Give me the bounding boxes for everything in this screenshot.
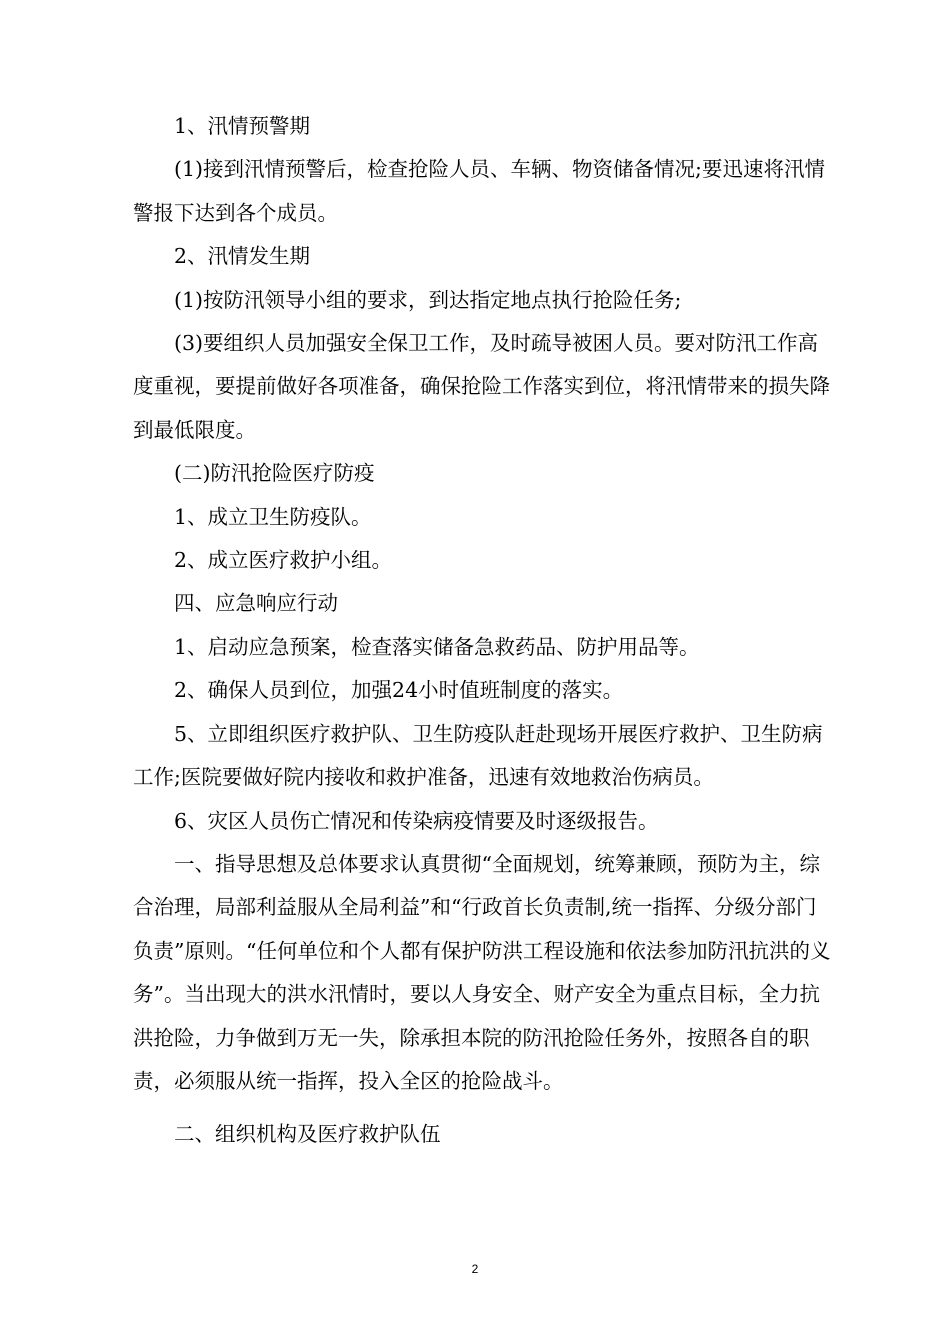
paragraph-start-emergency-plan: 1、启动应急预案，检查落实储备急救药品、防护用品等。: [174, 634, 700, 659]
paragraph-security-work: (3)要组织人员加强安全保卫工作，及时疏导被困人员。要对防汛工作高度重视，要提前做好各项准备，确保抢险工作落实到位，将汛情带来的损失降到最低限度。: [133, 331, 830, 442]
document-body: [133, 105, 833, 1157]
page-number: 2: [471, 1262, 479, 1276]
paragraph-organization-heading: 二、组织机构及医疗救护队伍: [174, 1122, 441, 1147]
paragraph-medical-rescue-group: 2、成立医疗救护小组。: [174, 548, 393, 573]
paragraph-medical-epidemic-heading: (二)防汛抢险医疗防疫: [174, 461, 375, 486]
paragraph-emergency-response-heading: 四、应急响应行动: [174, 591, 338, 616]
paragraph-24h-duty: 2、确保人员到位，加强24小时值班制度的落实。: [174, 678, 624, 703]
paragraph-report-casualties: 6、灾区人员伤亡情况和传染病疫情要及时逐级报告。: [174, 808, 659, 833]
paragraph-epidemic-team: 1、成立卫生防疫队。: [174, 504, 372, 529]
paragraph-flood-warning-period: 1、汛情预警期: [174, 114, 311, 138]
paragraph-follow-leadership: (1)按防汛领导小组的要求，到达指定地点执行抢险任务;: [174, 287, 682, 312]
paragraph-flood-occurrence-period: 2、汛情发生期: [174, 244, 311, 269]
paragraph-guiding-ideology: 一、指导思想及总体要求认真贯彻“全面规划，统筹兼顾，预防为主，综合治理，局部利益服从全局利益”和“行政首长负责制,统一指挥、分级分部门负责”原则。“任何单位和个人都有保护防洪工程设施和依法参加防汛抗洪的义务”。当出现大的洪水汛情时，要以人身安全、财产安全为重点目标，全力抗洪抢险，力争做到万无一失，除承担本院的防汛抢险任务外，按照各自的职责，必须服从统一指挥，投入全区的抢险战斗。: [133, 851, 831, 1093]
paragraph-warning-check: (1)接到汛情预警后，检查抢险人员、车辆、物资储备情况;要迅速将汛情警报下达到各个成员。: [133, 157, 825, 225]
paragraph-dispatch-teams: 5、立即组织医疗救护队、卫生防疫队赶赴现场开展医疗救护、卫生防病工作;医院要做好院内接收和救护准备，迅速有效地救治伤病员。: [133, 721, 823, 790]
